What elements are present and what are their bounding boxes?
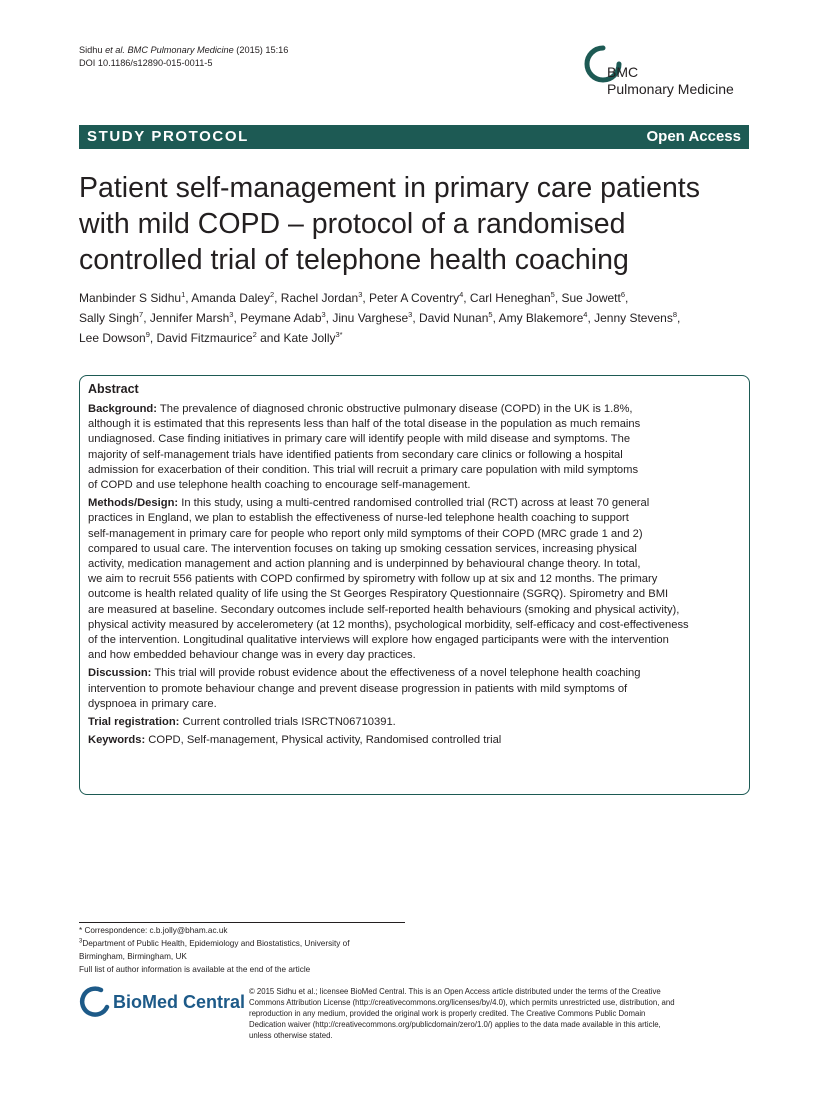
author-line: Sally Singh$^7$, Jennifer Marsh$^3$, Peymane Adab$^3$, Jinu Varghese$^3$, David Nunan$^5$, Amy Blakemore$^4$, Jenny Stevens$^8$, <box>79 310 681 325</box>
journal-logo-line-2: Pulmonary Medicine <box>607 81 734 97</box>
article-type-label: STUDY PROTOCOL <box>87 128 249 145</box>
abstract-box <box>79 375 750 795</box>
doi-line: DOI 10.1186/s12890-015-0011-5 <box>79 58 213 68</box>
discussion-label: Discussion: <box>88 667 152 680</box>
license-text: © 2015 Sidhu et al.; licensee BioMed Central. This is an Open Access article distributed under the terms of the Creative Commons Attribution License (http://creativecommons.org/licenses/by/4.0), which permits unrestricted use, distribution, and reproduction in any medium, provided the original work is properly credited. The Creative Commons Public Domain Dedication waiver (http://creativecommons.org/publicdomain/zero/1.0/) applies to the data made available in this article, unless otherwise stated. <box>249 987 675 1040</box>
article-title <box>79 170 769 278</box>
correspondence-note: * Correspondence: c.b.jolly@bham.ac.uk <box>79 926 228 935</box>
publisher-logo <box>79 985 246 1021</box>
citation-header <box>79 44 288 70</box>
methods-label: Methods/Design: <box>88 497 179 510</box>
abstract-trial-registration: Trial registration: Current controlled trials ISRCTN06710391. <box>88 716 396 729</box>
abstract-discussion: Discussion: This trial will provide robust evidence about the effectiveness of a novel telephone health coaching intervention to promote behaviour change and prevent disease progression in patients with mild symptoms of dyspnoea in primary care. <box>88 667 641 710</box>
keywords-label: Keywords: <box>88 734 146 747</box>
biomed-central-logo-icon <box>79 985 111 1017</box>
background-label: Background: <box>88 403 157 415</box>
trial-registration-label: Trial registration: <box>88 716 180 729</box>
affiliation-note-continued: Birmingham, Birmingham, UK <box>79 952 187 961</box>
affiliation-note: $^3$Department of Public Health, Epidemiology and Biostatistics, University of <box>79 938 350 948</box>
journal-logo <box>583 44 753 104</box>
footnote-divider <box>79 922 405 923</box>
footnotes <box>79 924 349 976</box>
full-list-note: Full list of author information is available at the end of the article <box>79 965 311 974</box>
abstract-methods: Methods/Design: In this study, using a multi-centred randomised controlled trial (RCT) across at least 70 general practices in England, we plan to establish the effectiveness of nurse-led telephone health coaching to support self-management in primary care for people who report only mild symptoms of their COPD (MRC grade 1 and 2) compared to usual care. The intervention focuses on taking up smoking cessation services, increasing physical activity, medication management and action planning and is underpinned by behavioural change theory. In total, we aim to recruit 556 patients with COPD confirmed by spirometry with follow up at six and 12 months. The primary outcome is health related quality of life using the St Georges Respiratory Questionnaire (SGRQ). Spirometry and BMI are measured at baseline. Secondary outcomes include self-reported health behaviours (smoking and physical activity), physical activity measured by accelerometery (at 12 months), psychological morbidity, self-efficacy and cost-effectiveness of the intervention. Longitudinal qualitative interviews will explore how engaged participants were with the intervention and how embedded behaviour change was in every day practices. <box>88 497 689 662</box>
abstract-heading: Abstract <box>88 382 139 396</box>
author-line: Manbinder S Sidhu$^1$, Amanda Daley$^2$, Rachel Jordan$^3$, Peter A Coventry$^4$, Carl Heneghan$^5$, Sue Jowett$^6$, <box>79 290 629 305</box>
title-line: Patient self-management in primary care patients <box>79 172 700 204</box>
abstract-background: Background: The prevalence of diagnosed chronic obstructive pulmonary disease (COPD) in the UK is 1.8%, although it is estimated that this represents less than half of the total disease in the population as much remains undiagnosed. Case finding initiatives in primary care will identify people with mild disease and symptoms. The majority of self-management trials have identified patients from secondary care clinics or following a hospital admission for exacerbation of their condition. This trial will recruit a primary care population with mild symptoms of COPD and use telephone health coaching to encourage self-management. <box>88 403 641 492</box>
title-line: controlled trial of telephone health coaching <box>79 244 629 276</box>
citation-line-1: Sidhu et al. BMC Pulmonary Medicine (2015) 15:16 <box>79 45 289 55</box>
title-line: with mild COPD – protocol of a randomised <box>79 208 626 240</box>
author-list <box>79 288 759 348</box>
publisher-name: BioMed Central <box>113 992 246 1012</box>
abstract-keywords: Keywords: COPD, Self-management, Physical activity, Randomised controlled trial <box>88 734 502 747</box>
article-type-banner <box>79 125 749 149</box>
journal-logo-line-1: BMC <box>607 64 639 80</box>
open-access-label: Open Access <box>646 128 741 145</box>
author-line: Lee Dowson$^9$, David Fitzmaurice$^2$ and Kate Jolly$^{3*}$ <box>79 330 343 345</box>
